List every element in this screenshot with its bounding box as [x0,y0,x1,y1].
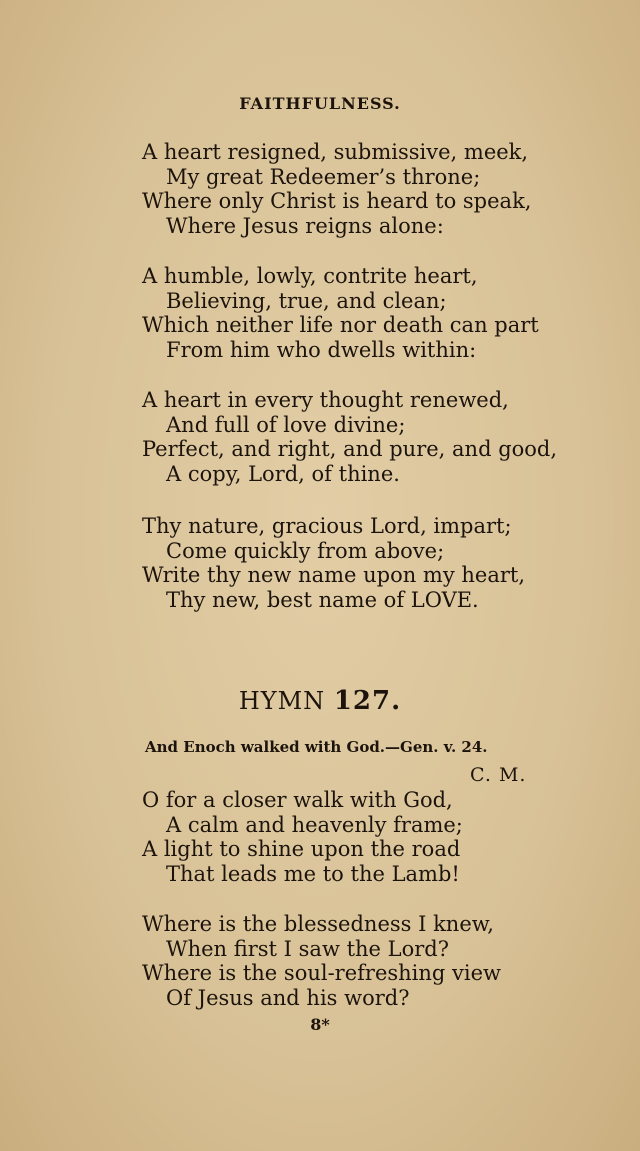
verse-line: That leads me to the Lamb! [166,861,460,886]
verse-line: And full of love divine; [166,412,406,437]
verse-line: Write thy new name upon my heart, [142,563,525,588]
verse-line: O for a closer walk with God, [142,788,453,812]
signature-mark: 8* [310,1015,330,1034]
hymn-stanza-1 [142,788,463,886]
verse-line: Perfect, and right, and pure, and good, [142,437,558,462]
scripture-reference: And Enoch walked with God.—Gen. v. 24. [145,738,488,756]
stanza-1 [142,140,531,238]
hymn-number: 127. [333,686,402,716]
stanza-2 [142,264,539,362]
hymn-stanza-2 [142,912,501,1010]
hymn-title [0,686,640,716]
verse-line: Thy nature, gracious Lord, impart; [142,514,512,538]
verse-line: Where is the blessedness I knew, [142,912,494,936]
verse-line: From him who dwells within: [166,337,477,362]
verse-line: A heart in every thought renewed, [142,388,509,412]
verse-line: A copy, Lord, of thine. [166,461,400,486]
verse-line: Where only Christ is heard to speak, [142,189,532,214]
verse-line: A calm and heavenly frame; [166,812,463,837]
verse-line: My great Redeemer’s throne; [166,164,481,189]
verse-line: A heart resigned, submissive, meek, [142,140,529,164]
verse-line: Where Jesus reigns alone: [166,213,444,238]
verse-line: Which neither life nor death can part [142,313,539,338]
verse-line: Believing, true, and clean; [166,288,447,313]
verse-line: A humble, lowly, contrite heart, [142,264,478,288]
hymn-label: HYMN [238,687,326,715]
verse-line: Come quickly from above; [166,538,445,563]
verse-line: When first I saw the Lord? [166,936,449,961]
verse-line: Thy new, best name of LOVE. [166,587,479,612]
verse-line: Where is the soul-refreshing view [142,961,502,986]
stanza-4 [142,514,525,612]
verse-line: Of Jesus and his word? [166,985,410,1010]
verse-line: A light to shine upon the road [142,837,461,862]
stanza-3 [142,388,557,486]
running-head: FAITHFULNESS. [239,94,401,113]
meter-label: C. M. [470,764,527,786]
